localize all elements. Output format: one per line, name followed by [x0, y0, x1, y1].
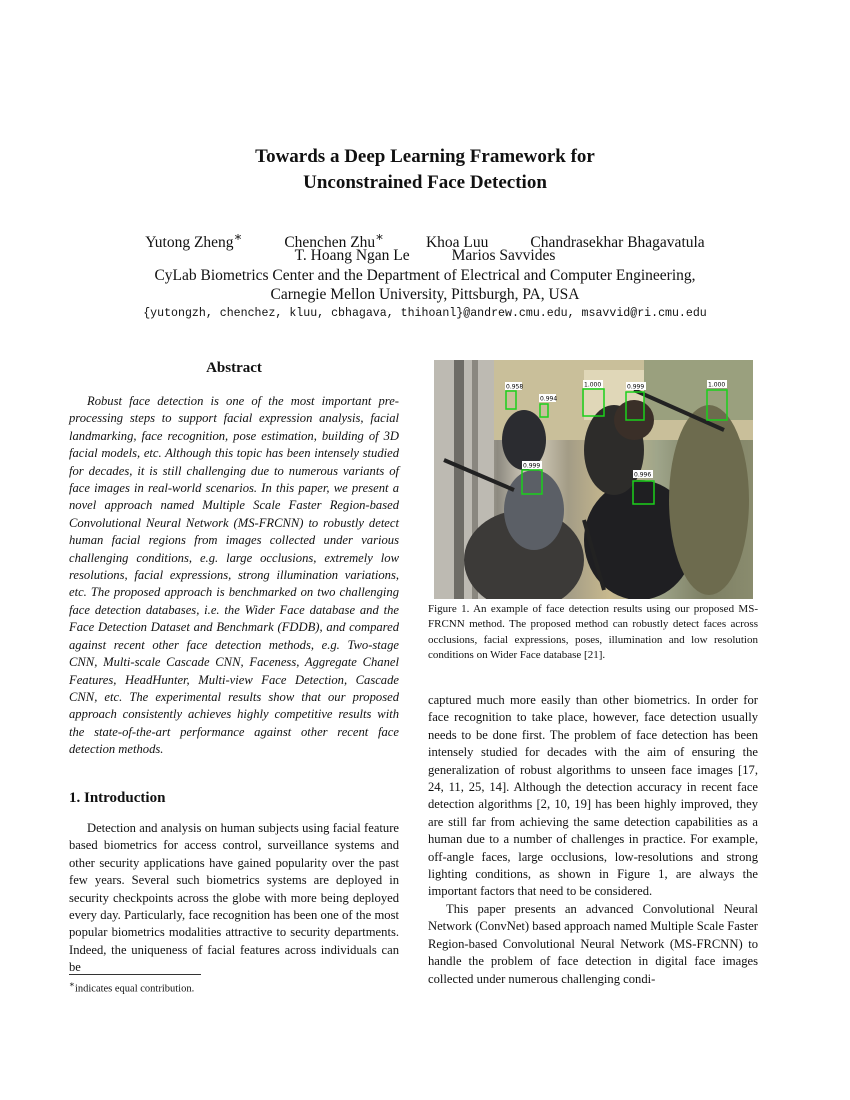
footnote: [69, 977, 399, 997]
equal-contribution-mark: ∗: [233, 229, 243, 244]
introduction-body: [69, 820, 399, 977]
right-paragraph-1: captured much more easily than other biometrics. In order for face recognition to take place, however, face detection usually needs to be done first. The problem of face detection has been intensely studied for decades with the aim of ensuring the generalization of robust algorithms to unseen face images [17, 24, 11, 25, 14]. Although the detection accuracy in recent face detection algorithms [2, 10, 19] has been highly improved, they are still far from achieving the same detection capabilities as a human due to a number of challenges in practice. For example, off-angle faces, large occlusions, low-resolutions and strong lighting conditions, as shown in Figure 1, are always the important factors that need to be considered.: [428, 693, 758, 899]
detection-score: 0.996: [634, 471, 652, 479]
author-name: Chandrasekhar Bhagavatula: [530, 234, 705, 252]
title-line-2: Unconstrained Face Detection: [303, 172, 547, 193]
author-name: Chenchen Zhu: [284, 234, 376, 252]
footnote-mark: ∗: [69, 979, 75, 989]
equal-contribution-mark: ∗: [375, 229, 384, 244]
author-emails: {yutongzh, chenchez, kluu, cbhagava, thihoanl}@andrew.cmu.edu, msavvid@ri.cmu.edu: [143, 307, 707, 320]
abstract-paragraph: Robust face detection is one of the most important pre-processing steps to support facial expression analysis, facial landmarking, face recognition, pose estimation, building of 3D facial models, etc. Although this topic has been intensely studied for decades, it is still challenging due to numerous variants of face images in real-world scenarios. In this paper, we present a novel approach named Multiple Scale Faster Region-based Convolutional Neural Network (MS-FRCNN) to robustly detect human facial regions from images collected under various challenging conditions, e.g. large occlusions, extremely low resolutions, facial expressions, strong illumination variations, etc. The proposed approach is benchmarked on two challenging face detection databases, i.e. the Wider Face database and the Face Detection Dataset and Benchmark (FDDB), and compared against recent other face detection methods, e.g. Two-stage CNN, Multi-scale Cascade CNN, Faceness, Aggregate Chanel Features, HeadHunter, Multi-view Face Detection, Cascade CNN, etc. The experimental results show that our proposed approach consistently achieves highly competitive results with the state-of-the-art performance against other recent face detection methods.: [69, 394, 399, 757]
title-line-1: Towards a Deep Learning Framework for: [255, 146, 595, 167]
detection-score: 1.000: [584, 381, 602, 389]
author-name: Khoa Luu: [425, 234, 489, 252]
section-heading-introduction: 1. Introduction: [69, 790, 166, 806]
detection-score: 0.999: [523, 462, 541, 470]
right-paragraph-2: This paper presents an advanced Convolutional Neural Network (ConvNet) based approach named Multiple Scale Faster Region-based Convolutional Neural Network (MS-FRCNN) to handle the problem of face detection in digital face images collected under numerous challenging condi-: [428, 901, 758, 986]
abstract-heading: Abstract: [206, 360, 262, 376]
figure-caption: Figure 1. An example of face detection results using our proposed MS-FRCNN method. The proposed method can robustly detect faces across occlusions, facial expressions, poses, illumination and low resolution conditions on Wider Face database [21].: [428, 603, 758, 662]
figure-face-detection-photo: [434, 360, 753, 599]
affiliation-line-1: CyLab Biometrics Center and the Department of Electrical and Computer Engineering,: [154, 267, 696, 284]
abstract-body: [69, 393, 399, 759]
intro-paragraph: Detection and analysis on human subjects using facial feature based biometrics for access control, surveillance systems and other security applications have gained popularity over the past few years. Several such biometrics systems are deployed in security checkpoints across the globe with more being deployed every day. Particularly, face recognition has been one of the most popular biometrics modalities attractive to security departments. Indeed, the uniqueness of facial features across individuals can be: [69, 821, 399, 975]
detection-score: 0.994: [540, 395, 558, 403]
author-row-2: [0, 245, 850, 266]
affiliation-line-2: Carnegie Mellon University, Pittsburgh, PA, USA: [270, 286, 580, 303]
paper-title: [0, 144, 850, 196]
author-name: T. Hoang Ngan Le: [294, 247, 410, 264]
footnote-text: indicates equal contribution.: [74, 983, 195, 995]
detection-score: 0.999: [627, 383, 645, 391]
footnote-rule: [69, 974, 201, 975]
photo-illustration: [434, 360, 753, 599]
right-column-body: [428, 692, 758, 988]
detection-score: 1.000: [708, 381, 726, 389]
author-name: Marios Savvides: [451, 247, 556, 264]
author-name: Yutong Zheng: [145, 234, 234, 252]
detection-score: 0.958: [506, 383, 524, 391]
